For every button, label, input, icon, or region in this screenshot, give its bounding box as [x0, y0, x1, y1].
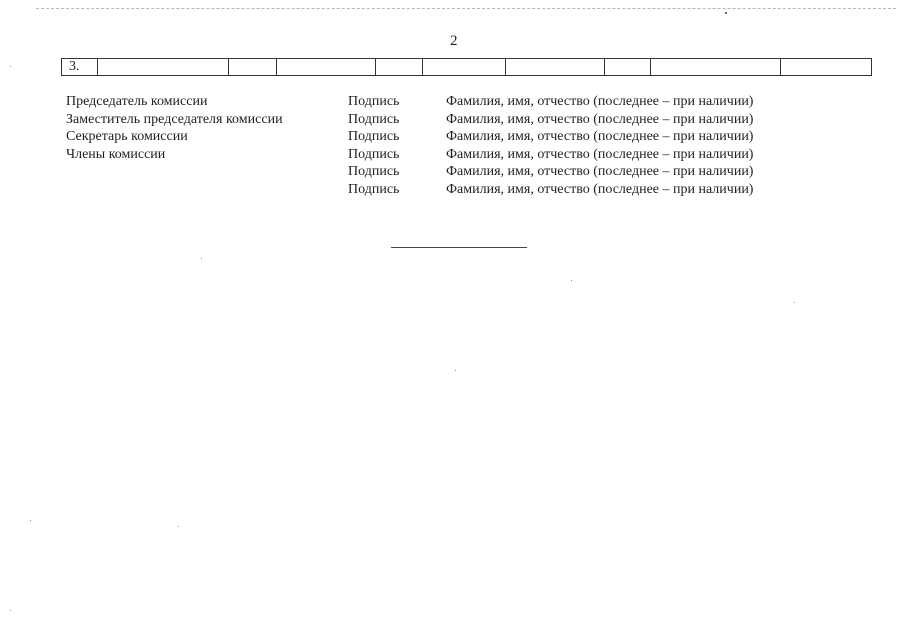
signature-label: Подпись	[348, 181, 400, 197]
row-number-cell: 3.	[62, 59, 98, 76]
signature-row-member	[66, 181, 866, 199]
scan-speck	[201, 258, 202, 259]
table-cell	[506, 59, 605, 76]
table-cell	[605, 59, 651, 76]
signature-label: Подпись	[348, 111, 400, 127]
scan-top-edge	[36, 8, 896, 9]
end-of-document-line	[391, 247, 527, 248]
table-cell	[651, 59, 781, 76]
full-name-label: Фамилия, имя, отчество (последнее – при наличии)	[446, 94, 754, 109]
signature-row-members	[66, 146, 866, 164]
table-cell	[376, 59, 423, 76]
role-label: Заместитель председателя комиссии	[66, 111, 283, 127]
signature-row-deputy-chair	[66, 111, 866, 129]
signature-row-secretary	[66, 128, 866, 146]
scan-speck	[725, 12, 727, 14]
full-name-label: Фамилия, имя, отчество (последнее – при наличии)	[446, 146, 754, 162]
full-name-label: Фамилия, имя, отчество (последнее – при наличии)	[446, 111, 754, 127]
scan-speck	[30, 520, 31, 521]
table-cell	[229, 59, 277, 76]
data-table	[61, 58, 872, 76]
full-name-label: Фамилия, имя, отчество (последнее – при наличии)	[446, 181, 754, 197]
full-name-label: Фамилия, имя, отчество (последнее – при наличии)	[446, 164, 754, 179]
signature-label: Подпись	[348, 129, 400, 144]
scan-speck	[455, 370, 456, 371]
signature-row-member	[66, 163, 866, 181]
table-cell	[98, 59, 229, 76]
scan-speck	[571, 280, 572, 281]
signature-label: Подпись	[348, 146, 400, 162]
table-cell	[423, 59, 506, 76]
full-name-label: Фамилия, имя, отчество (последнее – при наличии)	[446, 129, 754, 144]
scan-speck	[178, 526, 179, 527]
signature-row-chair	[66, 93, 866, 111]
page-number: 2	[450, 33, 458, 49]
scan-speck	[794, 302, 795, 303]
role-label: Секретарь комиссии	[66, 129, 188, 144]
scan-speck	[10, 66, 11, 67]
table-row	[62, 59, 872, 76]
signature-label: Подпись	[348, 94, 400, 109]
table-cell	[781, 59, 872, 76]
table-cell	[277, 59, 376, 76]
scan-speck	[10, 610, 11, 611]
signature-block	[66, 93, 866, 198]
signature-label: Подпись	[348, 164, 400, 179]
role-label: Члены комиссии	[66, 146, 166, 162]
role-label: Председатель комиссии	[66, 94, 208, 109]
